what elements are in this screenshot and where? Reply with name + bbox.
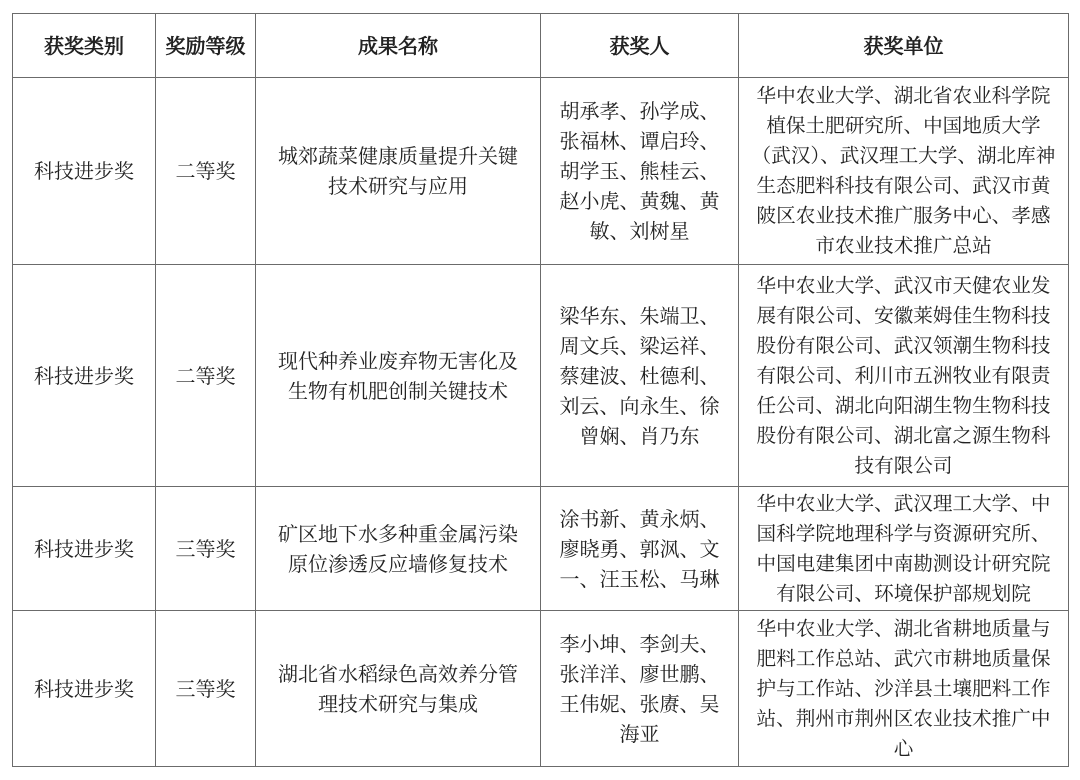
header-project-name: 成果名称 <box>256 14 541 78</box>
winners-cell: 胡承孝、孙学成、张福林、谭启玲、胡学玉、熊桂云、赵小虎、黄魏、黄敏、刘树星 <box>541 78 739 265</box>
project-name-cell: 湖北省水稻绿色高效养分管理技术研究与集成 <box>256 611 541 767</box>
winning-units-cell: 华中农业大学、湖北省耕地质量与肥料工作总站、武穴市耕地质量保护与工作站、沙洋县土壤肥料工作站、荆州市荆州区农业技术推广中心 <box>739 611 1069 767</box>
winners-cell: 梁华东、朱端卫、周文兵、梁运祥、蔡建波、杜德利、刘云、向永生、徐曾娴、肖乃东 <box>541 265 739 487</box>
winning-units-cell: 华中农业大学、武汉市天健农业发展有限公司、安徽莱姆佳生物科技股份有限公司、武汉领潮生物科技有限公司、利川市五洲牧业有限责任公司、湖北向阳湖生物生物科技股份有限公司、湖北富之源生物科技有限公司 <box>739 265 1069 487</box>
project-name-cell: 矿区地下水多种重金属污染原位渗透反应墙修复技术 <box>256 487 541 611</box>
award-category-cell: 科技进步奖 <box>13 611 156 767</box>
table-header-row <box>13 14 1069 78</box>
winners-cell: 李小坤、李剑夫、张洋洋、廖世鹏、王伟妮、张赓、吴海亚 <box>541 611 739 767</box>
table-row <box>13 487 1069 611</box>
award-grade-cell: 三等奖 <box>156 611 256 767</box>
header-winning-units: 获奖单位 <box>739 14 1069 78</box>
winning-units-cell: 华中农业大学、湖北省农业科学院植保土肥研究所、中国地质大学（武汉）、武汉理工大学、湖北库神生态肥料科技有限公司、武汉市黄陂区农业技术推广服务中心、孝感市农业技术推广总站 <box>739 78 1069 265</box>
header-winners: 获奖人 <box>541 14 739 78</box>
project-name-cell: 城郊蔬菜健康质量提升关键技术研究与应用 <box>256 78 541 265</box>
award-category-cell: 科技进步奖 <box>13 265 156 487</box>
award-grade-cell: 三等奖 <box>156 487 256 611</box>
table-row <box>13 265 1069 487</box>
award-category-cell: 科技进步奖 <box>13 78 156 265</box>
winners-cell: 涂书新、黄永炳、廖晓勇、郭沨、文一、汪玉松、马琳 <box>541 487 739 611</box>
award-grade-cell: 二等奖 <box>156 78 256 265</box>
award-category-cell: 科技进步奖 <box>13 487 156 611</box>
award-grade-cell: 二等奖 <box>156 265 256 487</box>
header-award-category: 获奖类别 <box>13 14 156 78</box>
header-award-grade: 奖励等级 <box>156 14 256 78</box>
project-name-cell: 现代种养业废弃物无害化及生物有机肥创制关键技术 <box>256 265 541 487</box>
winning-units-cell: 华中农业大学、武汉理工大学、中国科学院地理科学与资源研究所、中国电建集团中南勘测设计研究院有限公司、环境保护部规划院 <box>739 487 1069 611</box>
awards-table <box>12 13 1069 767</box>
table-row <box>13 78 1069 265</box>
table-row <box>13 611 1069 767</box>
